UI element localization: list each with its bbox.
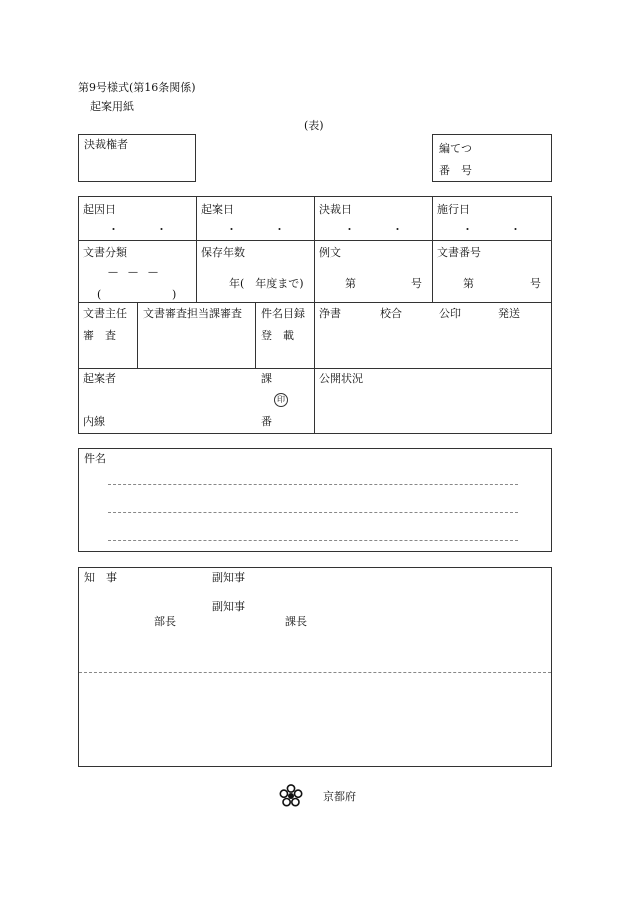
section-inspection-label: 文書審査担当課審査 [143,307,242,320]
vice-governor-label: 副知事 [212,571,245,584]
decision-date-label: 決裁日 [319,203,352,216]
section-label: 課 [261,372,272,385]
date-dot: ・ [392,223,403,236]
date-dot: ・ [462,223,473,236]
date-dot: ・ [344,223,355,236]
go-label: 号 [411,277,422,290]
filing-number-label: 番 号 [439,164,472,177]
date-dot: ・ [108,223,119,236]
date-dot: ・ [156,223,167,236]
official-seal-label: 公印 [439,307,461,320]
dai-label: 第 [345,277,356,290]
proofread-label: 校合 [380,307,402,320]
dispatch-label: 発送 [498,307,520,320]
date-dot: ・ [510,223,521,236]
seal-icon: 印 [274,393,288,407]
authority-box [78,134,196,182]
director-label: 部長 [154,615,176,628]
approval-divider [79,672,551,673]
clean-copy-label: 浄書 [319,307,341,320]
go-label: 号 [530,277,541,290]
cause-date-label: 起因日 [83,203,116,216]
disclosure-label: 公開状況 [319,372,363,385]
filing-box [432,134,552,182]
classification-dashes: — — — [108,267,158,278]
dai-label: 第 [463,277,474,290]
catalog-label: 件名目録 [261,307,305,320]
number-label: 番 [261,415,272,428]
doc-chief-label: 文書主任 [83,307,127,320]
section-chief-label: 課長 [285,615,307,628]
subject-line [108,540,518,541]
org-name: 京都府 [323,790,356,803]
form-name: 起案用紙 [90,100,134,113]
form-number: 第9号様式(第16条関係) [78,81,196,94]
date-dot: ・ [226,223,237,236]
form-side: (表) [304,119,324,132]
doc-chief-inspection-label: 審 査 [83,329,116,342]
retention-value: 年( 年度まで) [229,277,304,290]
vice-governor-label: 副知事 [212,600,245,613]
governor-label: 知 事 [84,571,117,584]
extension-label: 内線 [83,415,105,428]
subject-line [108,484,518,485]
effective-date-label: 施行日 [437,203,470,216]
catalog-entry-label: 登 載 [261,329,294,342]
retention-label: 保存年数 [201,246,245,259]
classification-label: 文書分類 [83,246,127,259]
date-dot: ・ [274,223,285,236]
drafter-label: 起案者 [83,372,116,385]
approval-box [78,567,552,767]
paren-open: ( [97,288,102,301]
subject-line [108,512,518,513]
example-label: 例文 [319,246,341,259]
subject-label: 件名 [84,452,106,465]
subject-box [78,448,552,552]
doc-number-label: 文書番号 [437,246,481,259]
authority-label: 決裁権者 [84,138,128,151]
paren-close: ) [172,288,177,301]
kyoto-emblem-icon [279,784,303,810]
filing-label: 編てつ [439,142,472,155]
draft-date-label: 起案日 [201,203,234,216]
